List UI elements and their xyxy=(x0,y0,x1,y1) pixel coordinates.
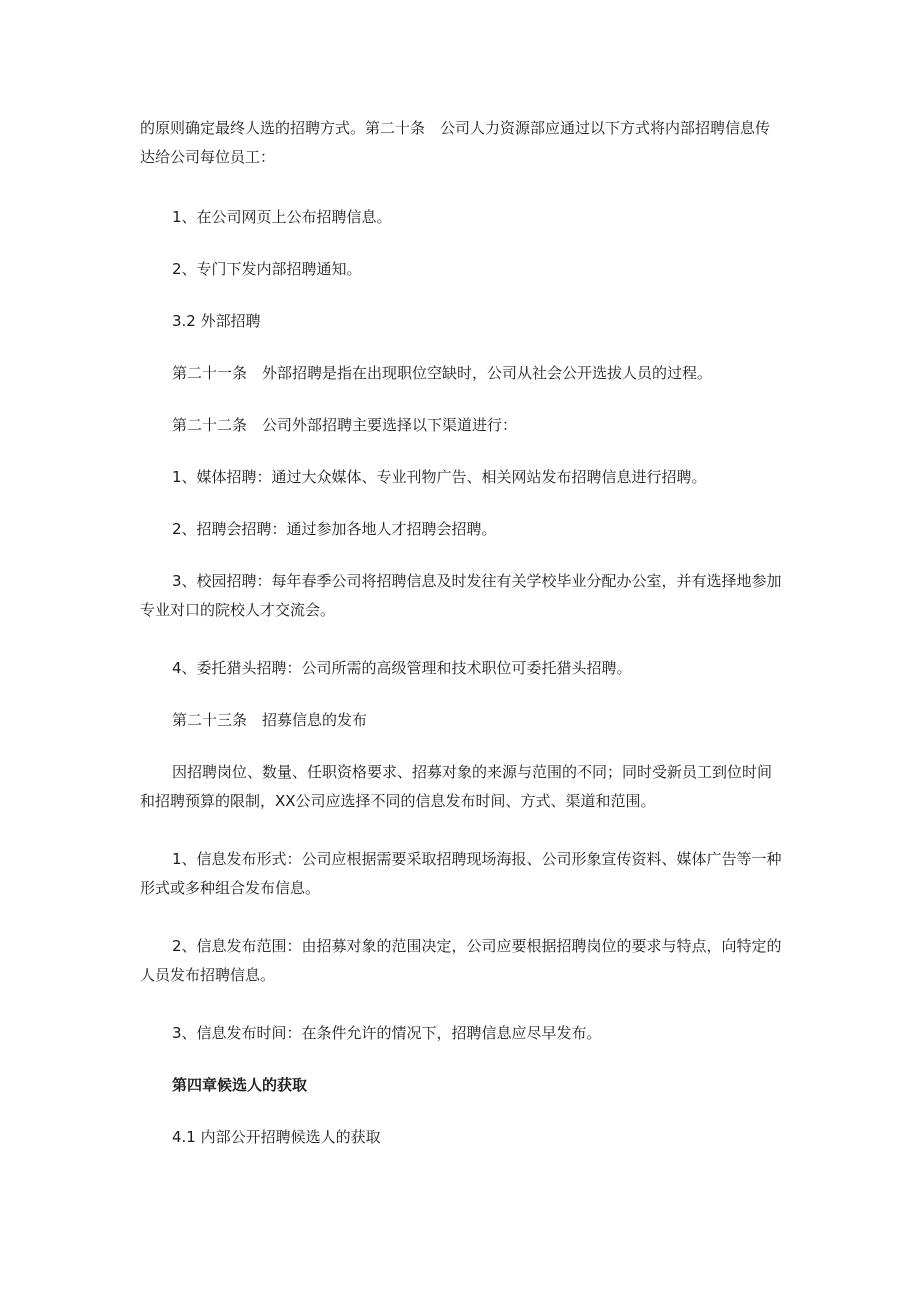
paragraph-article-22: 第二十二条 公司外部招聘主要选择以下渠道进行： xyxy=(172,416,518,434)
paragraph-article-21: 第二十一条 外部招聘是指在出现职位空缺时，公司从社会公开选拔人员的过程。 xyxy=(172,364,713,382)
chapter-heading-4: 第四章候选人的获取 xyxy=(172,1076,308,1094)
list-item-release-scope: 2、信息发布范围：由招募对象的范围决定，公司应要根据招聘岗位的要求与特点，向特定的人员发布招聘信息。 xyxy=(140,937,782,984)
list-item-internal-notice: 2、专门下发内部招聘通知。 xyxy=(172,260,362,278)
list-item-media: 1、媒体招聘：通过大众媒体、专业刊物广告、相关网站发布招聘信息进行招聘。 xyxy=(172,468,707,486)
section-heading-external: 3.2 外部招聘 xyxy=(172,312,261,330)
paragraph-article-23: 第二十三条 招募信息的发布 xyxy=(172,711,368,729)
list-item-release-form: 1、信息发布形式：公司应根据需要采取招聘现场海报、公司形象宣传资料、媒体广告等一种形式或多种组合发布信息。 xyxy=(140,850,782,897)
paragraph-article-20: 的原则确定最终人选的招聘方式。第二十条 公司人力资源部应通过以下方式将内部招聘信息传达给公司每位员工： xyxy=(140,119,771,166)
paragraph-release-intro: 因招聘岗位、数量、任职资格要求、招募对象的来源与范围的不同；同时受新员工到位时间和招聘预算的限制，XX公司应选择不同的信息发布时间、方式、渠道和范围。 xyxy=(140,763,773,810)
list-item-headhunter: 4、委托猎头招聘：公司所需的高级管理和技术职位可委托猎头招聘。 xyxy=(172,659,632,677)
section-heading-4-1: 4.1 内部公开招聘候选人的获取 xyxy=(172,1128,381,1146)
list-item-publish-web: 1、在公司网页上公布招聘信息。 xyxy=(172,208,392,226)
list-item-job-fair: 2、招聘会招聘：通过参加各地人才招聘会招聘。 xyxy=(172,520,497,538)
list-item-release-time: 3、信息发布时间：在条件允许的情况下，招聘信息应尽早发布。 xyxy=(172,1024,602,1042)
list-item-campus: 3、校园招聘：每年春季公司将招聘信息及时发往有关学校毕业分配办公室，并有选择地参加专业对口的院校人才交流会。 xyxy=(140,572,782,619)
